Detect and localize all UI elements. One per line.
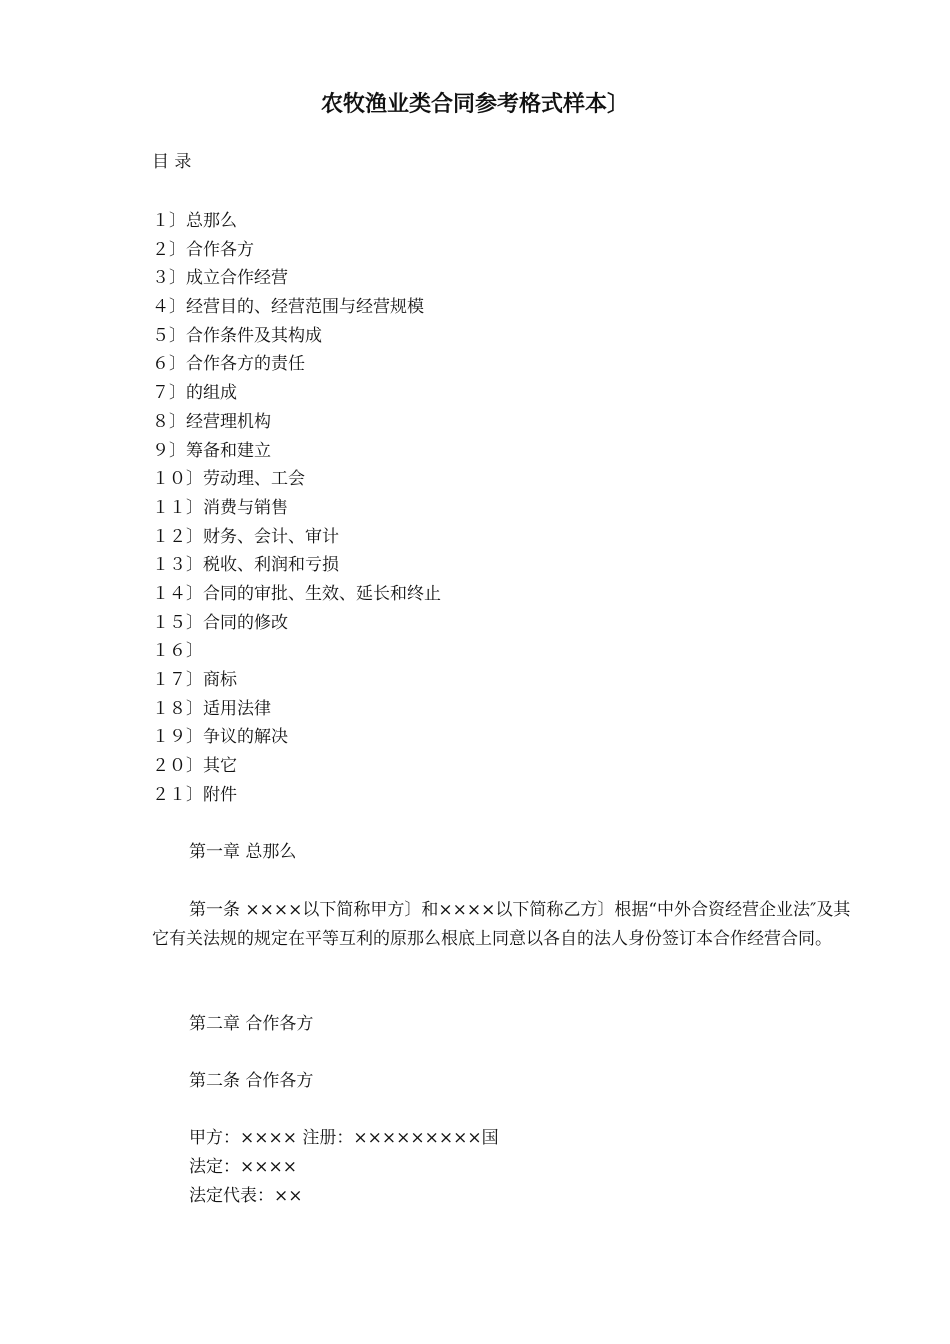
toc-item: １９〕争议的解决 — [152, 727, 288, 748]
toc-item: １６〕 — [152, 641, 203, 662]
chapter-heading: 第二章 合作各方 — [189, 1014, 314, 1034]
toc-item: １５〕合同的修改 — [152, 612, 288, 633]
toc-item: １３〕税收、利润和亏损 — [152, 555, 339, 576]
party-a-line: 甲方：×××× 注册：×××××××××国 — [189, 1128, 499, 1148]
toc-item: ２０〕其它 — [152, 756, 237, 777]
toc-item: １１〕消费与销售 — [152, 497, 288, 518]
legal-address-line: 法定：×××× — [189, 1157, 297, 1177]
toc-item: ２〕合作各方 — [152, 239, 254, 260]
toc-item: １７〕商标 — [152, 670, 237, 690]
toc-item: １〕总那么 — [152, 211, 237, 231]
toc-item: １４〕合同的审批、生效、延长和终止 — [152, 583, 441, 604]
article-heading: 第二条 合作各方 — [189, 1071, 314, 1091]
toc-item: ４〕经营目的、经营范围与经营规模 — [152, 297, 424, 318]
legal-representative-line: 法定代表：×× — [189, 1186, 303, 1206]
toc-item: １２〕财务、会计、审计 — [152, 526, 339, 547]
toc-item: ２１〕附件 — [152, 784, 237, 805]
toc-item: ８〕经营理机构 — [152, 411, 271, 432]
article-paragraph: 第一条 ××××以下简称甲方〕和××××以下简称乙方〕根据“中外合资经营企业法″及其它有关法规的规定在平等互利的原那么根底上同意以各自的法人身份签订本合作经营合同。 — [152, 900, 851, 949]
toc-item: ５〕合作条件及其构成 — [152, 325, 322, 346]
toc-item: ６〕合作各方的责任 — [152, 354, 305, 375]
toc-item: １８〕适用法律 — [152, 698, 271, 719]
toc-item: １０〕劳动理、工会 — [152, 469, 305, 490]
toc-item: ３〕成立合作经营 — [152, 268, 288, 289]
toc-item: ９〕筹备和建立 — [152, 440, 271, 461]
document-title: 农牧渔业类合同参考格式样本〕 — [320, 92, 629, 117]
table-of-contents — [152, 207, 441, 809]
toc-heading: 目 录 — [152, 152, 192, 172]
toc-item: ７〕的组成 — [152, 383, 237, 404]
chapter-heading: 第一章 总那么 — [189, 842, 297, 862]
